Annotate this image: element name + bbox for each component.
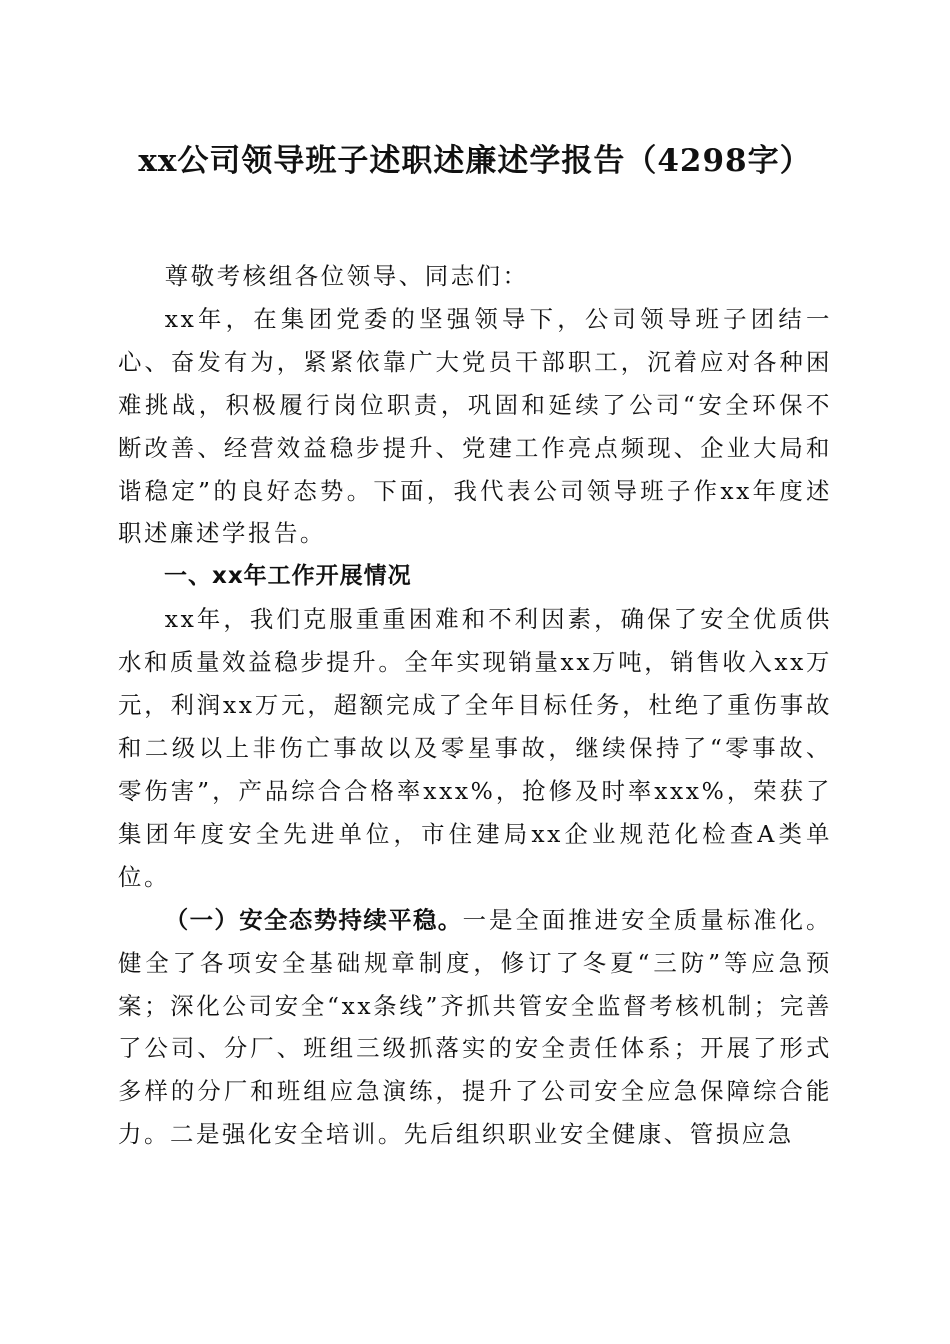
document-title: xx公司领导班子述职述廉述学报告（4298字） — [138, 143, 812, 179]
intro-paragraph: xx年，在集团党委的坚强领导下，公司领导班子团结一心、奋发有为，紧紧依靠广大党员干部职工，沉着应对各种困难挑战，积极履行岗位职责，巩固和延续了公司“安全环保不断改善、经营效益稳步提升、党建工作亮点频现、企业大局和谐稳定”的良好态势。下面，我代表公司领导班子作xx年度述职述廉述学报告。 — [118, 304, 832, 548]
subsection-1-body: 一是全面推进安全质量标准化。健全了各项安全基础规章制度，修订了冬夏“三防”等应急预案；深化公司安全“xx条线”齐抓共管安全监督考核机制；完善了公司、分厂、班组三级抓落实的安全责任体系；开展了形式多样的分厂和班组应急演练，提升了公司安全应急保障综合能力。二是强化安全培训。先后组织职业安全健康、管损应急 — [118, 905, 832, 1149]
subsection-heading-1: （一）安全态势持续平稳。 — [164, 905, 463, 934]
section-heading-1: 一、xx年工作开展情况 — [164, 563, 412, 590]
salutation: 尊敬考核组各位领导、同志们： — [164, 262, 529, 290]
subsection-1-paragraph — [118, 899, 832, 1156]
document-body — [118, 255, 832, 1156]
section-1-paragraph: xx年，我们克服重重困难和不利因素，确保了安全优质供水和质量效益稳步提升。全年实现销量xx万吨，销售收入xx万元，利润xx万元，超额完成了全年目标任务，杜绝了重伤事故和二级以上非伤亡事故以及零星事故，继续保持了“零事故、零伤害”，产品综合合格率xxx%，抢修及时率xxx%，荣获了集团年度安全先进单位，市住建局xx企业规范化检查A类单位。 — [118, 605, 832, 891]
